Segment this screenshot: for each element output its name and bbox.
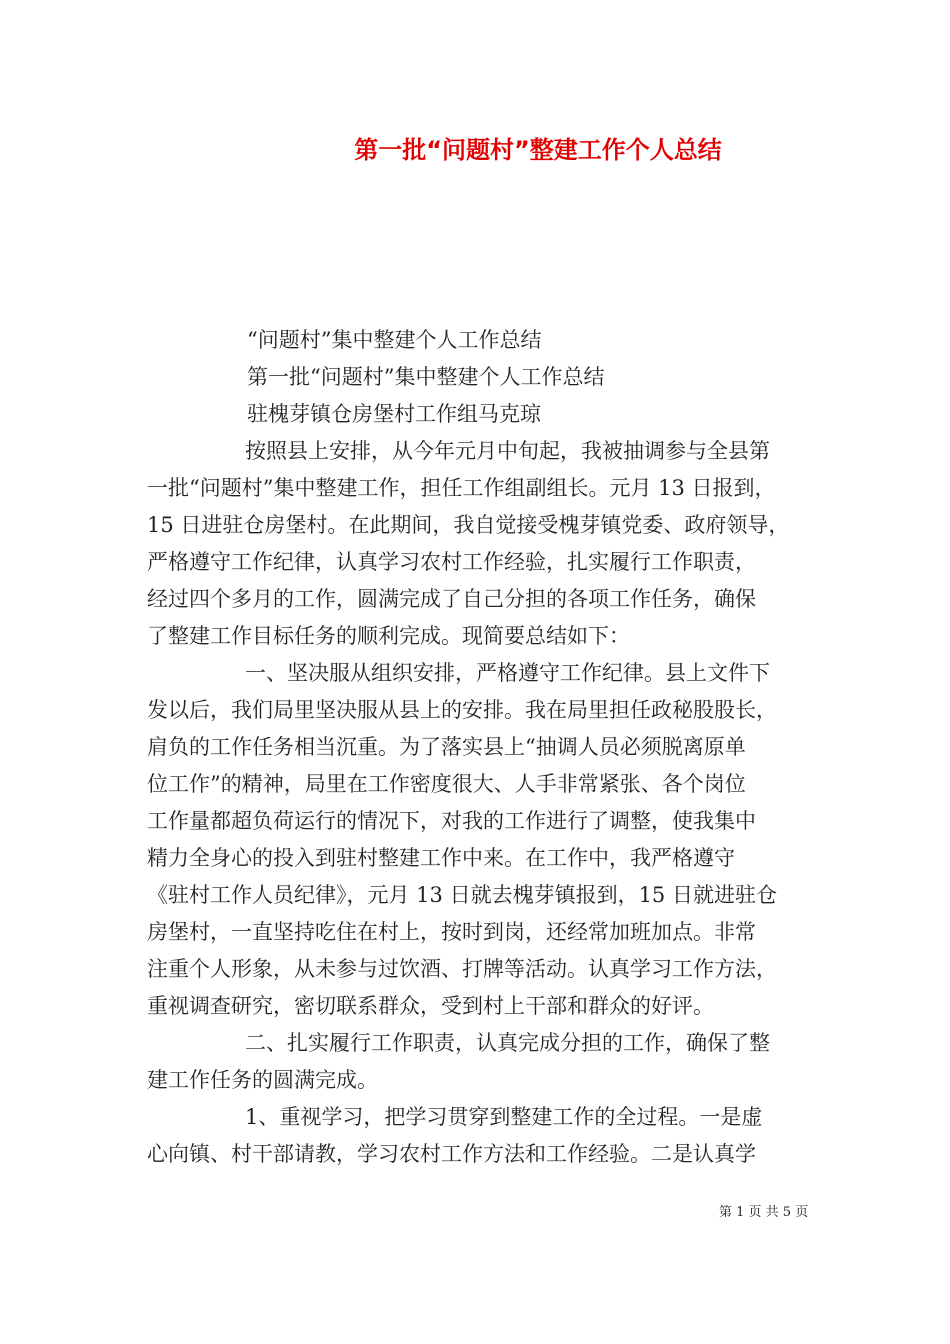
paragraph-line: 位工作”的精神，局里在工作密度很大、人手非常紧张、各个岗位 [147,772,746,796]
paragraph-line: 二、扎实履行工作职责，认真完成分担的工作，确保了整 [245,1031,770,1055]
paragraph-line: 精力全身心的投入到驻村整建工作中来。在工作中，我严格遵守 [147,846,735,870]
document-title: 第一批“问题村”整建工作个人总结 [354,136,722,164]
paragraph-line: 一批“问题村”集中整建工作，担任工作组副组长。元月 13 日报到， [147,476,776,500]
paragraph-line: 15 日进驻仓房堡村。在此期间，我自觉接受槐芽镇党委、政府领导， [147,513,790,537]
paragraph-line: 肩负的工作任务相当沉重。为了落实县上“抽调人员必须脱离原单 [147,735,746,759]
paragraph-line: 重视调查研究，密切联系群众，受到村上干部和群众的好评。 [147,994,714,1018]
paragraph-line: 《驻村工作人员纪律》，元月 13 日就去槐芽镇报到，15 日就进驻仓 [147,883,777,907]
paragraph-line: 工作量都超负荷运行的情况下，对我的工作进行了调整，使我集中 [147,809,756,833]
paragraph-line: 严格遵守工作纪律，认真学习农村工作经验，扎实履行工作职责， [147,550,756,574]
paragraph-line: 一、坚决服从组织安排，严格遵守工作纪律。县上文件下 [245,661,770,685]
paragraph-line: 1、重视学习，把学习贯穿到整建工作的全过程。一是虚 [245,1105,763,1129]
paragraph-line: 发以后，我们局里坚决服从县上的安排。我在局里担任政秘股股长， [147,698,777,722]
paragraph-line: 建工作任务的圆满完成。 [147,1068,378,1092]
paragraph-line: 按照县上安排，从今年元月中旬起，我被抽调参与全县第 [245,439,770,463]
paragraph-line: 经过四个多月的工作，圆满完成了自己分担的各项工作任务，确保 [147,587,756,611]
author-line: 驻槐芽镇仓房堡村工作组马克琼 [247,402,541,426]
paragraph-line: 注重个人形象，从未参与过饮酒、打牌等活动。认真学习工作方法， [147,957,777,981]
paragraph-line: 房堡村，一直坚持吃住在村上，按时到岗，还经常加班加点。非常 [147,920,756,944]
paragraph-line: 了整建工作目标任务的顺利完成。现简要总结如下： [147,624,630,648]
page-footer: 第 1 页 共 5 页 [719,1205,809,1220]
subtitle-line: “问题村”集中整建个人工作总结 [247,328,542,352]
subtitle-line: 第一批“问题村”集中整建个人工作总结 [247,365,605,389]
paragraph-line: 心向镇、村干部请教，学习农村工作方法和工作经验。二是认真学 [147,1142,756,1166]
